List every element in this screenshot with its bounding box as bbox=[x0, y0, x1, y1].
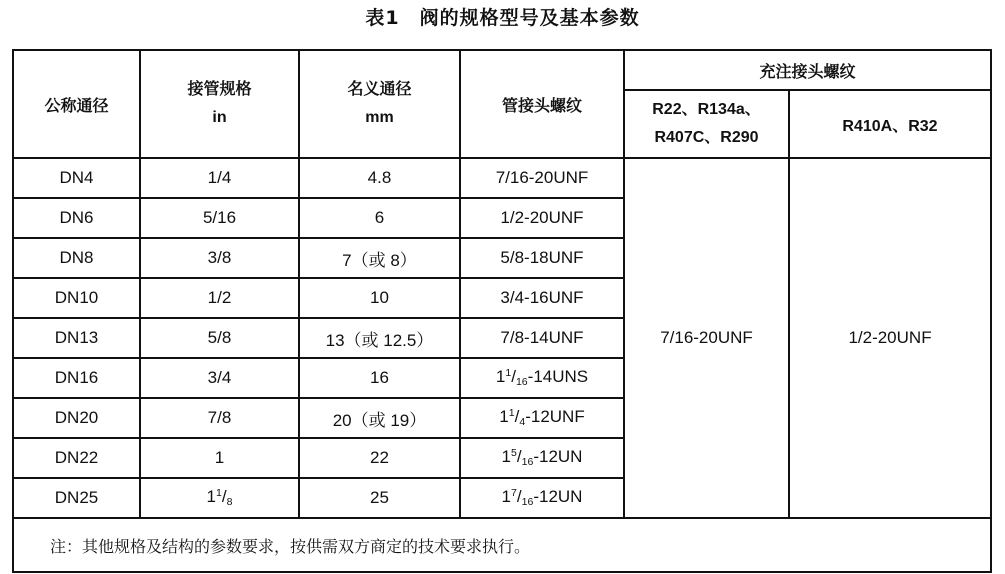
cell-mm: 13（或 12.5） bbox=[299, 318, 460, 358]
cell-dn: DN13 bbox=[13, 318, 140, 358]
header-nominal-diameter-unit: mm bbox=[365, 109, 394, 126]
cell-dn: DN10 bbox=[13, 278, 140, 318]
cell-pipe: 5/8 bbox=[140, 318, 299, 358]
thread-numerator: 7 bbox=[511, 487, 517, 500]
cell-thread: $1^7/_{16}-12UN$ bbox=[460, 478, 624, 518]
header-row-1 bbox=[13, 50, 991, 90]
header-pipe-spec bbox=[140, 50, 299, 158]
note-row bbox=[13, 518, 991, 572]
header-refrigerant-b: R410A、R32 bbox=[789, 90, 991, 158]
thread-rest: -14UNS bbox=[527, 367, 589, 387]
cell-mm: 4.8 bbox=[299, 158, 460, 198]
thread-numerator: 1 bbox=[508, 407, 515, 420]
cell-pipe: 1 bbox=[140, 438, 299, 478]
cell-charge-b: 1/2-20UNF bbox=[789, 158, 991, 518]
pipe-numerator: 1 bbox=[216, 487, 222, 500]
cell-thread: 1/2-20UNF bbox=[460, 198, 624, 238]
thread-whole: 1 bbox=[499, 407, 509, 427]
cell-thread: 3/4-16UNF bbox=[460, 278, 624, 318]
header-refrigerant-a bbox=[624, 90, 789, 158]
header-charge-thread: 充注接头螺纹 bbox=[624, 50, 991, 90]
cell-thread: 5/8-18UNF bbox=[460, 238, 624, 278]
thread-numerator: 1 bbox=[505, 367, 512, 380]
cell-thread: $1^1/_4-12UNF$ bbox=[460, 398, 624, 438]
cell-pipe: 1/2 bbox=[140, 278, 299, 318]
cell-mm: 20（或 19） bbox=[299, 398, 460, 438]
cell-thread: $1^1/_{16}-14UNS$ bbox=[460, 358, 624, 398]
cell-pipe: 5/16 bbox=[140, 198, 299, 238]
thread-whole: 1 bbox=[501, 487, 512, 507]
cell-dn: DN25 bbox=[13, 478, 140, 518]
cell-pipe: $1^1/_8$ bbox=[140, 478, 299, 518]
cell-dn: DN6 bbox=[13, 198, 140, 238]
thread-rest: -12UN bbox=[533, 447, 583, 467]
cell-dn: DN16 bbox=[13, 358, 140, 398]
table-note: 注：其他规格及结构的参数要求，按供需双方商定的技术要求执行。 bbox=[13, 518, 991, 572]
cell-dn: DN20 bbox=[13, 398, 140, 438]
header-nominal-diameter bbox=[299, 50, 460, 158]
pipe-denominator: 8 bbox=[226, 496, 233, 509]
thread-whole: 1 bbox=[501, 447, 512, 467]
cell-dn: DN22 bbox=[13, 438, 140, 478]
thread-rest: -12UN bbox=[533, 487, 583, 507]
cell-thread: $1^5/_{16}-12UN$ bbox=[460, 438, 624, 478]
thread-denominator: 16 bbox=[521, 456, 534, 469]
header-refrigerant-a-line1: R22、R134a、 bbox=[652, 101, 761, 118]
cell-mm: 10 bbox=[299, 278, 460, 318]
header-nominal-diameter-label: 名义通径 bbox=[347, 81, 412, 98]
cell-charge-a: 7/16-20UNF bbox=[624, 158, 789, 518]
cell-dn: DN4 bbox=[13, 158, 140, 198]
cell-pipe: 7/8 bbox=[140, 398, 299, 438]
header-refrigerant-a-line2: R407C、R290 bbox=[654, 129, 759, 146]
thread-denominator: 16 bbox=[515, 376, 528, 389]
cell-mm: 22 bbox=[299, 438, 460, 478]
cell-thread: 7/16-20UNF bbox=[460, 158, 624, 198]
header-pipe-spec-label: 接管规格 bbox=[187, 81, 252, 98]
table-title: 表1 阀的规格型号及基本参数 bbox=[365, 7, 640, 29]
header-pipe-spec-unit: in bbox=[212, 109, 227, 126]
cell-mm: 6 bbox=[299, 198, 460, 238]
cell-pipe: 3/8 bbox=[140, 238, 299, 278]
cell-dn: DN8 bbox=[13, 238, 140, 278]
cell-thread: 7/8-14UNF bbox=[460, 318, 624, 358]
spec-table bbox=[12, 49, 992, 573]
thread-denominator: 16 bbox=[521, 496, 534, 509]
cell-mm: 25 bbox=[299, 478, 460, 518]
thread-denominator: 4 bbox=[519, 416, 526, 429]
thread-numerator: 5 bbox=[511, 447, 517, 460]
header-nominal: 公称通径 bbox=[13, 50, 140, 158]
header-fitting-thread: 管接头螺纹 bbox=[460, 50, 624, 158]
cell-pipe: 1/4 bbox=[140, 158, 299, 198]
table-row bbox=[13, 158, 991, 198]
thread-rest: -12UNF bbox=[525, 407, 585, 427]
thread-whole: 1 bbox=[495, 367, 506, 387]
cell-mm: 16 bbox=[299, 358, 460, 398]
pipe-whole: 1 bbox=[206, 487, 216, 507]
cell-mm: 7（或 8） bbox=[299, 238, 460, 278]
cell-pipe: 3/4 bbox=[140, 358, 299, 398]
